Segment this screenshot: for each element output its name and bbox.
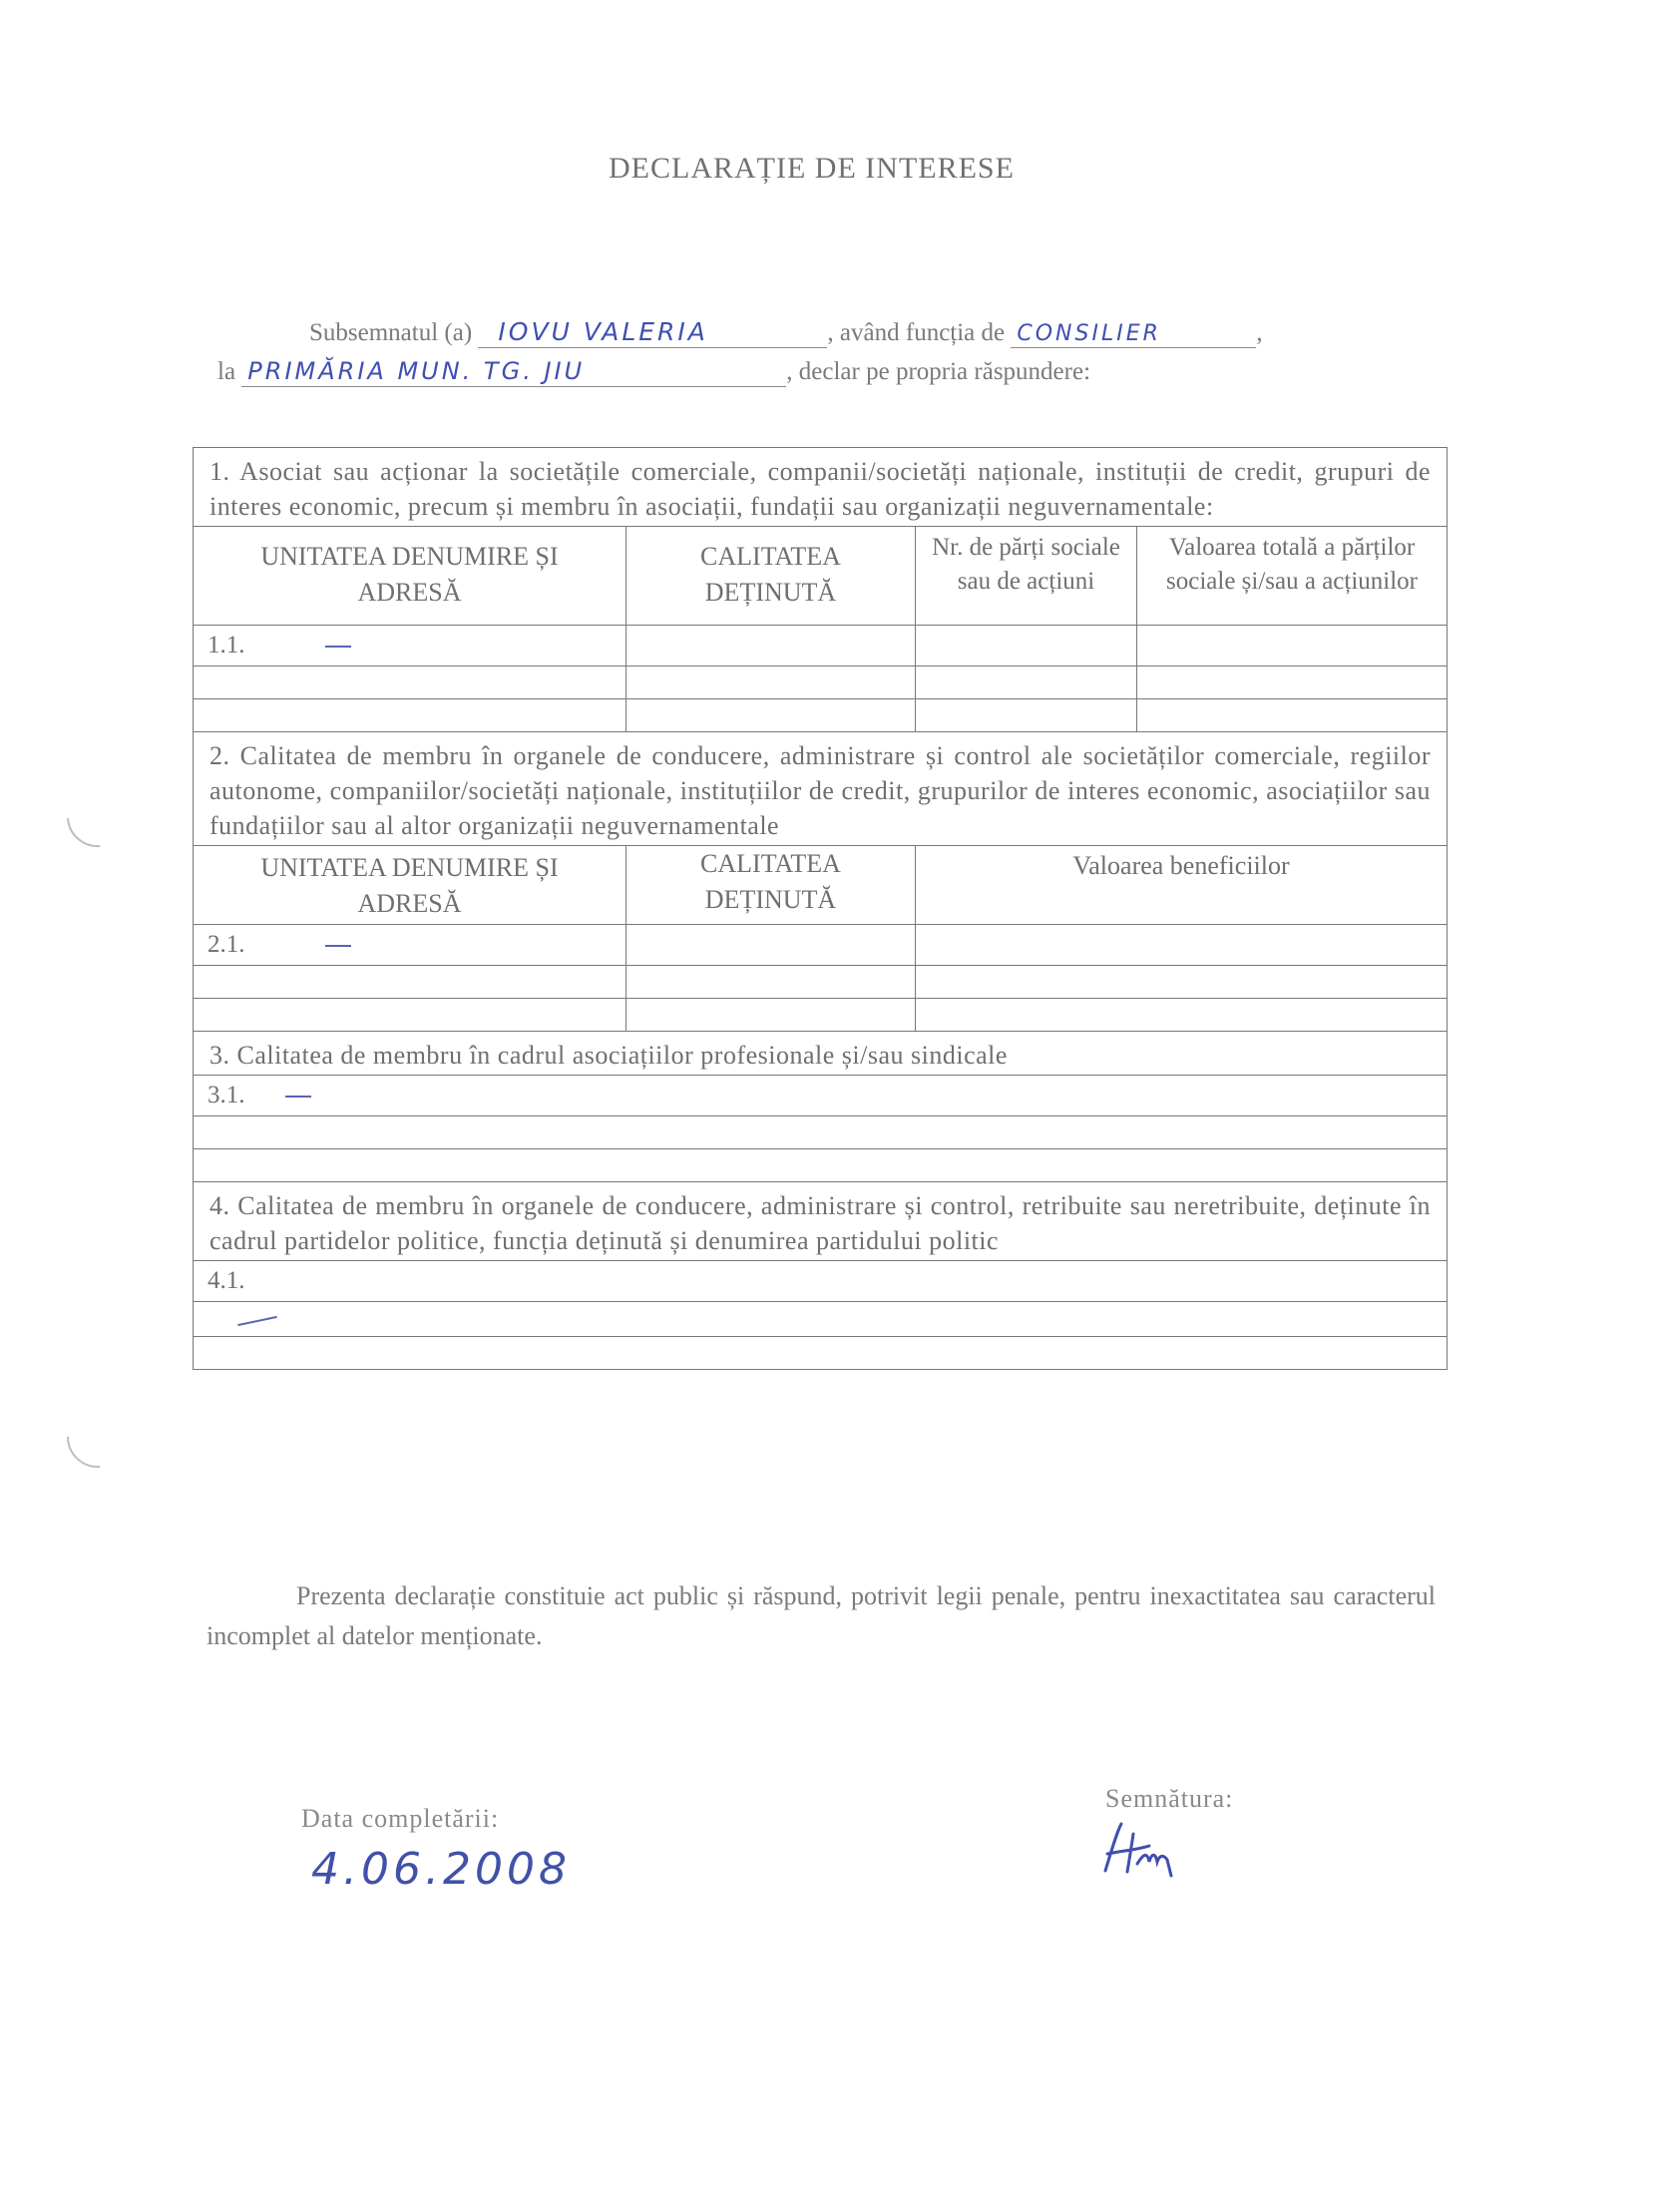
name-value: IOVU VALERIA (498, 317, 708, 346)
s2-row-cell[interactable] (626, 966, 916, 999)
s1-row-cell[interactable] (916, 626, 1137, 666)
s1-row-cell[interactable] (1137, 699, 1448, 732)
s1-col-calitatea: CALITATEA DEȚINUTĂ (626, 527, 916, 626)
row-label: 3.1. (208, 1082, 245, 1108)
signature-label: Semnătura: (1105, 1784, 1234, 1813)
s3-row-cell[interactable] (194, 1149, 1448, 1182)
section3-heading: 3. Calitatea de membru în cadrul asociațiilor profesionale și/sau sindicale (194, 1032, 1448, 1076)
s2-row-cell[interactable] (916, 999, 1448, 1032)
s2-col-unitatea: UNITATEA DENUMIRE ȘI ADRESĂ (194, 846, 626, 925)
s3-row-cell[interactable] (194, 1076, 1448, 1116)
la-label: la (217, 358, 236, 385)
document-title: DECLARAȚIE DE INTERESE (609, 152, 1015, 185)
s1-col-valoarea: Valoarea totală a părților sociale și/sau a acțiunilor (1137, 527, 1448, 626)
section1-header-row (194, 527, 1448, 626)
table-row (194, 1337, 1448, 1370)
closing-statement: Prezenta declarație constituie act public și răspund, potrivit legii penale, pentru inexactitatea sau caracterul incomplet al datelor menționate. (207, 1581, 1436, 1650)
institution-value: PRIMĂRIA MUN. TG. JIU (247, 357, 586, 385)
s2-row-cell[interactable] (626, 999, 916, 1032)
table-row (194, 966, 1448, 999)
ink-dash (237, 1316, 277, 1326)
institution-field[interactable] (241, 357, 786, 387)
s4-row-cell[interactable] (194, 1302, 1448, 1337)
s2-row-cell[interactable] (194, 999, 626, 1032)
section3-heading-row (194, 1032, 1448, 1076)
table-row (194, 1076, 1448, 1116)
s1-row-cell[interactable] (194, 626, 626, 666)
table-row (194, 699, 1448, 732)
section4-heading-row (194, 1182, 1448, 1261)
table-row (194, 626, 1448, 666)
declaration-table (193, 447, 1448, 1370)
table-row (194, 1116, 1448, 1149)
intro-line-1: Subsemnatul (a) IOVU VALERIA , având funcția de CONSILIER , (309, 317, 1263, 346)
s2-row-cell[interactable] (916, 966, 1448, 999)
ink-dash (325, 945, 351, 947)
subsemnatul-label: Subsemnatul (a) (309, 319, 473, 346)
s2-row-cell[interactable] (194, 925, 626, 966)
s1-row-cell[interactable] (1137, 666, 1448, 699)
s4-row-cell[interactable] (194, 1337, 1448, 1370)
s2-col-valoarea-beneficiilor: Valoarea beneficiilor (916, 846, 1448, 925)
ink-dash (325, 646, 351, 648)
section2-header-row (194, 846, 1448, 925)
s1-row-cell[interactable] (626, 626, 916, 666)
s2-row-cell[interactable] (916, 925, 1448, 966)
table-row (194, 999, 1448, 1032)
s2-row-cell[interactable] (194, 966, 626, 999)
s3-row-cell[interactable] (194, 1116, 1448, 1149)
s1-col-nr-parti: Nr. de părți sociale sau de acțiuni (916, 527, 1137, 626)
table-row (194, 1302, 1448, 1337)
s1-row-cell[interactable] (626, 666, 916, 699)
s1-row-cell[interactable] (626, 699, 916, 732)
section4-heading: 4. Calitatea de membru în organele de conducere, administrare și control, retribuite sau neretribuite, deținute în cadrul partidelor politice, funcția deținută și denumirea partidului politic (194, 1182, 1448, 1261)
s1-col-unitatea: UNITATEA DENUMIRE ȘI ADRESĂ (194, 527, 626, 626)
s2-row-cell[interactable] (626, 925, 916, 966)
section2-heading-row (194, 732, 1448, 846)
table-row (194, 925, 1448, 966)
section2-heading: 2. Calitatea de membru în organele de conducere, administrare și control ale societăților comerciale, regiilor autonome, companiilor/societăți naționale, instituțiilor de credit, grupurilor de interes economic, asociațiilor sau fundațiilor sau al altor organizații neguvernamentale (194, 732, 1448, 846)
s1-row-cell[interactable] (194, 699, 626, 732)
table-row (194, 1149, 1448, 1182)
date-value: 4.06.2008 (311, 1844, 571, 1895)
s1-row-cell[interactable] (916, 699, 1137, 732)
intro-line-2 (217, 357, 1090, 387)
s4-row-cell[interactable] (194, 1261, 1448, 1302)
signature-mark (1097, 1816, 1187, 1886)
s1-row-cell[interactable] (194, 666, 626, 699)
punch-holes-icon (60, 818, 110, 1477)
ink-dash (285, 1096, 311, 1098)
function-field[interactable] (1011, 319, 1256, 348)
section1-heading-row (194, 448, 1448, 527)
row-label: 1.1. (208, 632, 245, 659)
section1-heading: 1. Asociat sau acționar la societățile comerciale, companii/societăți naționale, instituții de credit, grupuri de interes economic, precum și membru în asociații, fundații sau organizații neguvernamentale: (194, 448, 1448, 527)
function-value: CONSILIER (1017, 321, 1161, 346)
date-label: Data completării: (301, 1804, 500, 1833)
s1-row-cell[interactable] (1137, 626, 1448, 666)
s2-col-calitatea: CALITATEA DEȚINUTĂ (626, 846, 916, 925)
table-row (194, 666, 1448, 699)
row-label: 4.1. (208, 1267, 245, 1294)
table-row (194, 1261, 1448, 1302)
declar-label: , declar pe propria răspundere: (786, 358, 1091, 385)
name-field[interactable] (478, 317, 827, 348)
avand-label: , având funcția de (827, 319, 1006, 346)
row-label: 2.1. (208, 931, 245, 958)
s1-row-cell[interactable] (916, 666, 1137, 699)
